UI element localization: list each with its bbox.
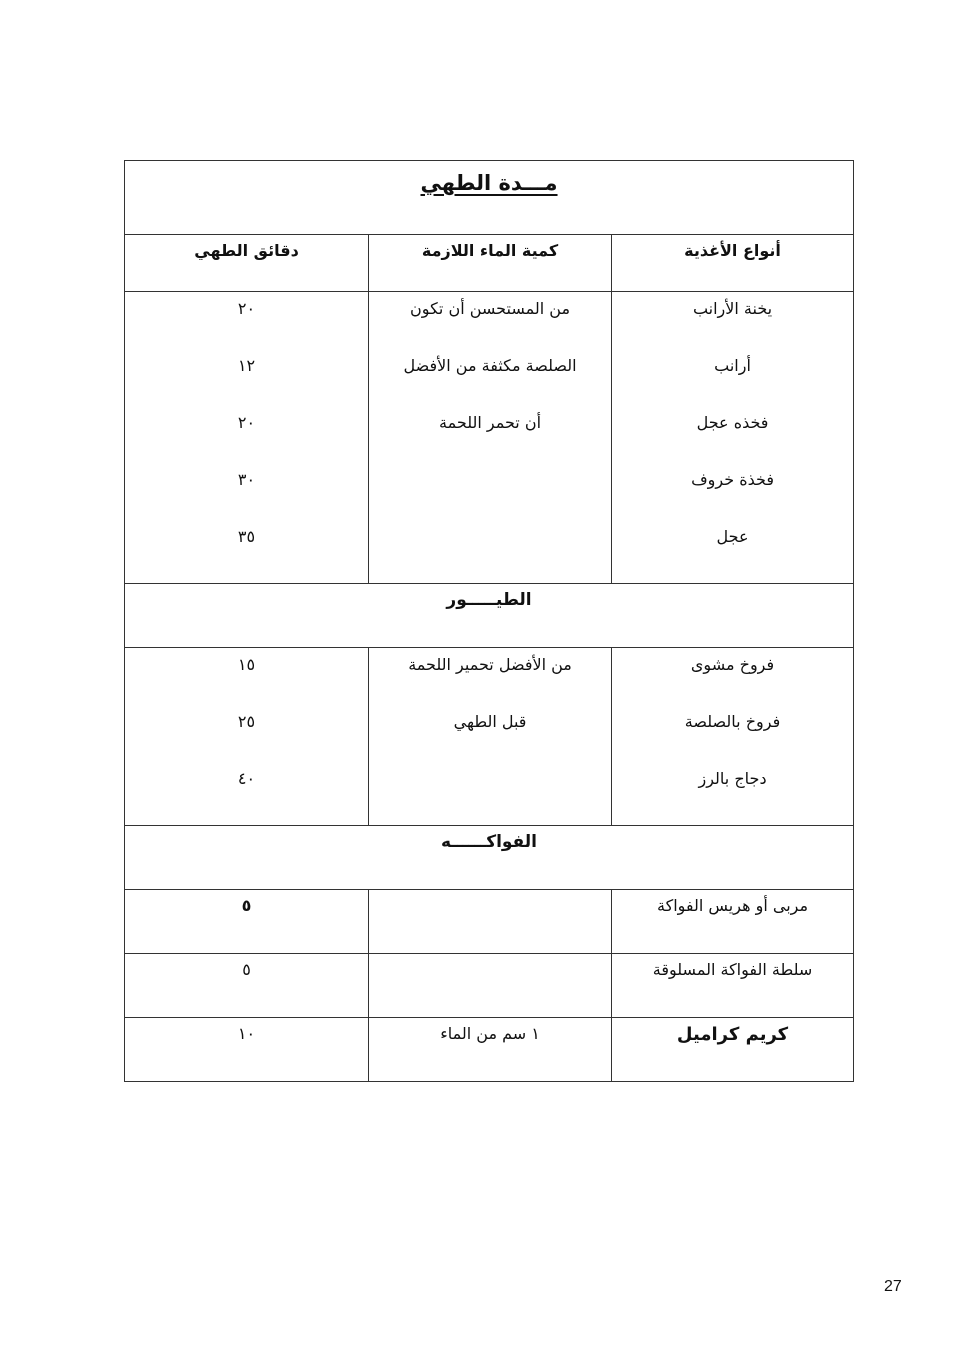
list-item: ٣٥ <box>237 527 256 546</box>
fruit-minutes-cell: ٥ <box>125 890 369 954</box>
meat-minutes-cell <box>125 292 369 584</box>
page-number: 27 <box>884 1278 902 1295</box>
list-item: ١٥ <box>237 655 256 674</box>
poultry-minutes-cell <box>125 648 369 826</box>
list-item: من المستحسن أن تكون <box>410 299 571 318</box>
poultry-foods-cell <box>612 648 854 826</box>
meat-water-cell <box>369 292 612 584</box>
list-item: ٢٠ <box>237 299 256 318</box>
fruit-water-cell <box>369 954 612 1018</box>
list-item: ٢٥ <box>237 712 256 731</box>
poultry-water-cell <box>369 648 612 826</box>
list-item: أرانب <box>714 356 751 375</box>
table-row <box>125 890 854 954</box>
fruits-section-header: الفواكــــــه <box>125 826 854 890</box>
list-item: ٤٠ <box>237 769 256 788</box>
cooking-time-table <box>124 160 854 1082</box>
table-title: مـــدة الطهي <box>420 171 558 195</box>
table-row <box>125 1018 854 1082</box>
list-item: دجاج بالرز <box>698 769 767 788</box>
header-cooking-minutes: دقائق الطهي <box>125 235 369 292</box>
fruit-food-cell: مربى أو هريس الفواكة <box>612 890 854 954</box>
table-title-cell <box>125 161 854 235</box>
meat-row <box>125 292 854 584</box>
list-item: ٢٠ <box>237 413 256 432</box>
list-item: ٣٠ <box>237 470 256 489</box>
list-item: قبل الطهي <box>453 712 527 731</box>
list-item: فروخ بالصلصة <box>684 712 781 731</box>
meat-foods-cell <box>612 292 854 584</box>
header-water-amount: كمية الماء اللازمة <box>369 235 612 292</box>
poultry-section-header: الطيـــــور <box>125 584 854 648</box>
fruit-minutes-cell: ٥ <box>125 954 369 1018</box>
list-item: الصلصة مكثفة من الأفضل <box>403 356 577 375</box>
list-item: فخذة خروف <box>691 470 774 489</box>
list-item: يخنة الأرانب <box>692 299 773 318</box>
list-item: فخذه عجل <box>696 413 769 432</box>
list-item: ١٢ <box>237 356 256 375</box>
fruit-water-cell <box>369 890 612 954</box>
fruit-minutes-cell: ١٠ <box>125 1018 369 1082</box>
table-row <box>125 954 854 1018</box>
list-item: فروخ مشوى <box>690 655 775 674</box>
list-item: أن تحمر اللحمة <box>439 413 542 432</box>
list-item: عجل <box>716 527 749 546</box>
fruit-water-cell: ١ سم من الماء <box>369 1018 612 1082</box>
fruit-food-cell: سلطة الفواكة المسلوقة <box>612 954 854 1018</box>
poultry-row <box>125 648 854 826</box>
fruit-food-cell: كريم كراميل <box>612 1018 854 1082</box>
list-item: من الأفضل تحمير اللحمة <box>408 655 572 674</box>
header-food-types: أنواع الأغذية <box>612 235 854 292</box>
